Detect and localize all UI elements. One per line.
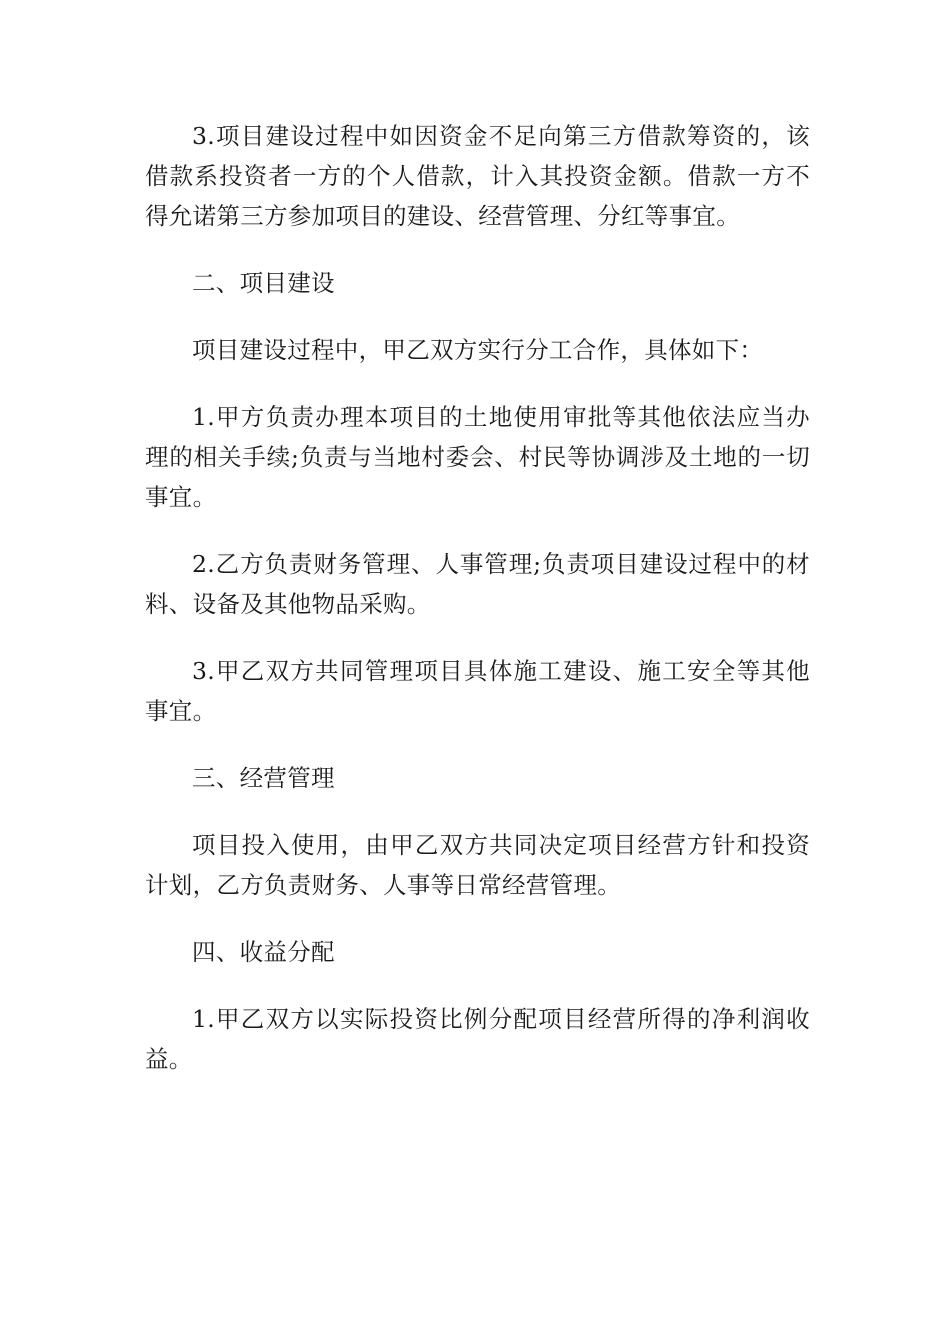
paragraph-operation-management: 项目投入使用，由甲乙双方共同决定项目经营方针和投资计划，乙方负责财务、人事等日常经营管理。 [145, 831, 810, 899]
paragraph-party-a-duties: 1.甲方负责办理本项目的土地使用审批等其他依法应当办理的相关手续;负责与当地村委会、村民等协调涉及土地的一切事宜。 [145, 403, 810, 511]
paragraph-party-b-duties: 2.乙方负责财务管理、人事管理;负责项目建设过程中的材料、设备及其他物品采购。 [145, 550, 810, 618]
paragraph-loan-clause: 3.项目建设过程中如因资金不足向第三方借款筹资的，该借款系投资者一方的个人借款，计入其投资金额。借款一方不得允诺第三方参加项目的建设、经营管理、分红等事宜。 [145, 122, 810, 230]
document-body [145, 116, 810, 1079]
heading-profit-distribution: 四、收益分配 [192, 938, 335, 966]
paragraph-joint-duties: 3.甲乙双方共同管理项目具体施工建设、施工安全等其他事宜。 [145, 657, 810, 725]
paragraph-construction-intro: 项目建设过程中，甲乙双方实行分工合作，具体如下： [192, 336, 764, 364]
heading-project-construction: 二、项目建设 [192, 269, 335, 297]
heading-operation-management: 三、经营管理 [192, 764, 335, 792]
paragraph-profit-share: 1.甲乙双方以实际投资比例分配项目经营所得的净利润收益。 [145, 1005, 810, 1073]
